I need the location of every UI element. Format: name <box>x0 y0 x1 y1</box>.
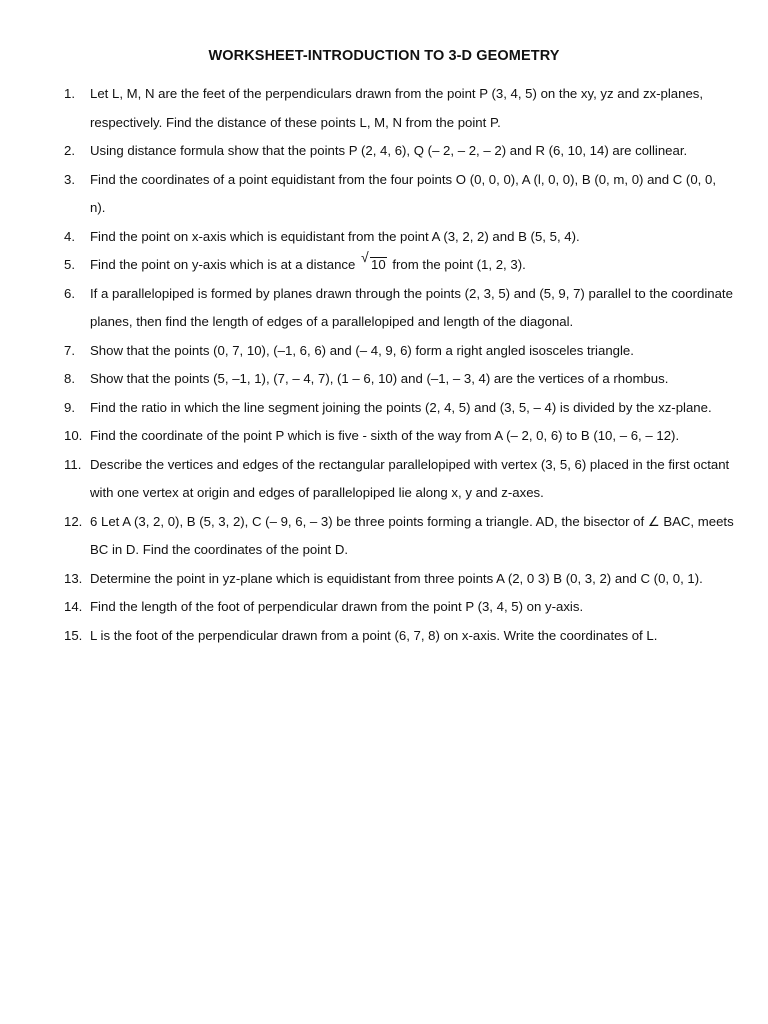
question-item <box>64 280 734 337</box>
question-text: Find the coordinate of the point P which is five - sixth of the way from A (– 2, 0, 6) to B (10, – 6, – 12). <box>90 428 680 443</box>
question-item <box>64 508 734 565</box>
question-text-before: Find the point on y-axis which is at a distance <box>90 257 360 272</box>
question-number: 7. <box>64 342 75 358</box>
question-number: 13. <box>64 570 83 586</box>
question-text: Find the ratio in which the line segment joining the points (2, 4, 5) and (3, 5, – 4) is divided by the xz-plane. <box>90 399 712 415</box>
question-text: Let L, M, N are the feet of the perpendiculars drawn from the point P (3, 4, 5) on the xy, yz and zx-planes, respectively. Find the distance of these points L, M, N from the point P. <box>90 86 704 130</box>
question-item <box>64 137 734 166</box>
question-text: If a parallelopiped is formed by planes drawn through the points (2, 3, 5) and (5, 9, 7) parallel to the coordinate planes, then find the length of edges of a parallelopiped and length of the diagonal. <box>90 285 733 329</box>
question-list <box>64 80 734 650</box>
question-item <box>64 394 734 423</box>
question-text: 6 Let A (3, 2, 0), B (5, 3, 2), C (– 9, 6, – 3) be three points forming a triangle. AD, the bisector of ∠ BAC, meets BC in D. Find the coordinates of the point D. <box>90 513 734 557</box>
question-number: 10. <box>64 428 83 443</box>
radicand-value: 10 <box>371 257 386 272</box>
worksheet-title: WORKSHEET-INTRODUCTION TO 3-D GEOMETRY <box>208 48 560 64</box>
question-number: 6. <box>64 285 75 301</box>
question-item <box>64 622 734 651</box>
question-number: 2. <box>64 143 75 158</box>
question-number: 3. <box>64 171 75 187</box>
question-item <box>64 337 734 366</box>
question-item <box>64 593 734 622</box>
question-number: 11. <box>64 456 82 472</box>
question-item <box>64 365 734 394</box>
question-item <box>64 223 734 252</box>
question-number: 15. <box>64 627 83 643</box>
question-item <box>64 251 734 280</box>
question-text: Show that the points (5, –1, 1), (7, – 4, 7), (1 – 6, 10) and (–1, – 3, 4) are the vertices of a rhombus. <box>90 371 669 386</box>
question-text: Show that the points (0, 7, 10), (–1, 6, 6) and (– 4, 9, 6) form a right angled isosceles triangle. <box>90 342 634 358</box>
question-item <box>64 80 734 137</box>
question-item <box>64 166 734 223</box>
square-root-expression <box>361 251 387 280</box>
question-number: 1. <box>64 86 75 101</box>
question-number: 12. <box>64 513 83 529</box>
question-text: Using distance formula show that the points P (2, 4, 6), Q (– 2, – 2, – 2) and R (6, 10, 14) are collinear. <box>90 143 688 158</box>
question-number: 5. <box>64 257 75 272</box>
question-item <box>64 451 734 508</box>
question-text: Find the length of the foot of perpendicular drawn from the point P (3, 4, 5) on y-axis. <box>90 599 584 614</box>
question-text: Describe the vertices and edges of the rectangular parallelopiped with vertex (3, 5, 6) placed in the first octant with one vertex at origin and edges of parallelopiped lie along x, y and z-axes. <box>90 456 730 500</box>
question-text: Find the coordinates of a point equidistant from the four points O (0, 0, 0), A (l, 0, 0), B (0, m, 0) and C (0, 0, n). <box>90 171 716 215</box>
question-number: 9. <box>64 399 75 415</box>
question-number: 14. <box>64 599 83 614</box>
question-text <box>90 251 734 280</box>
radical-sign-icon: √ <box>361 249 369 265</box>
question-text-after: from the point (1, 2, 3). <box>388 257 526 272</box>
question-text: L is the foot of the perpendicular drawn from a point (6, 7, 8) on x-axis. Write the coordinates of L. <box>90 627 658 643</box>
question-number: 4. <box>64 228 75 244</box>
question-number: 8. <box>64 371 75 386</box>
question-item <box>64 565 734 594</box>
question-text: Find the point on x-axis which is equidistant from the point A (3, 2, 2) and B (5, 5, 4). <box>90 228 580 244</box>
question-item <box>64 422 734 451</box>
question-text: Determine the point in yz-plane which is equidistant from three points A (2, 0 3) B (0, 3, 2) and C (0, 0, 1). <box>90 570 703 586</box>
